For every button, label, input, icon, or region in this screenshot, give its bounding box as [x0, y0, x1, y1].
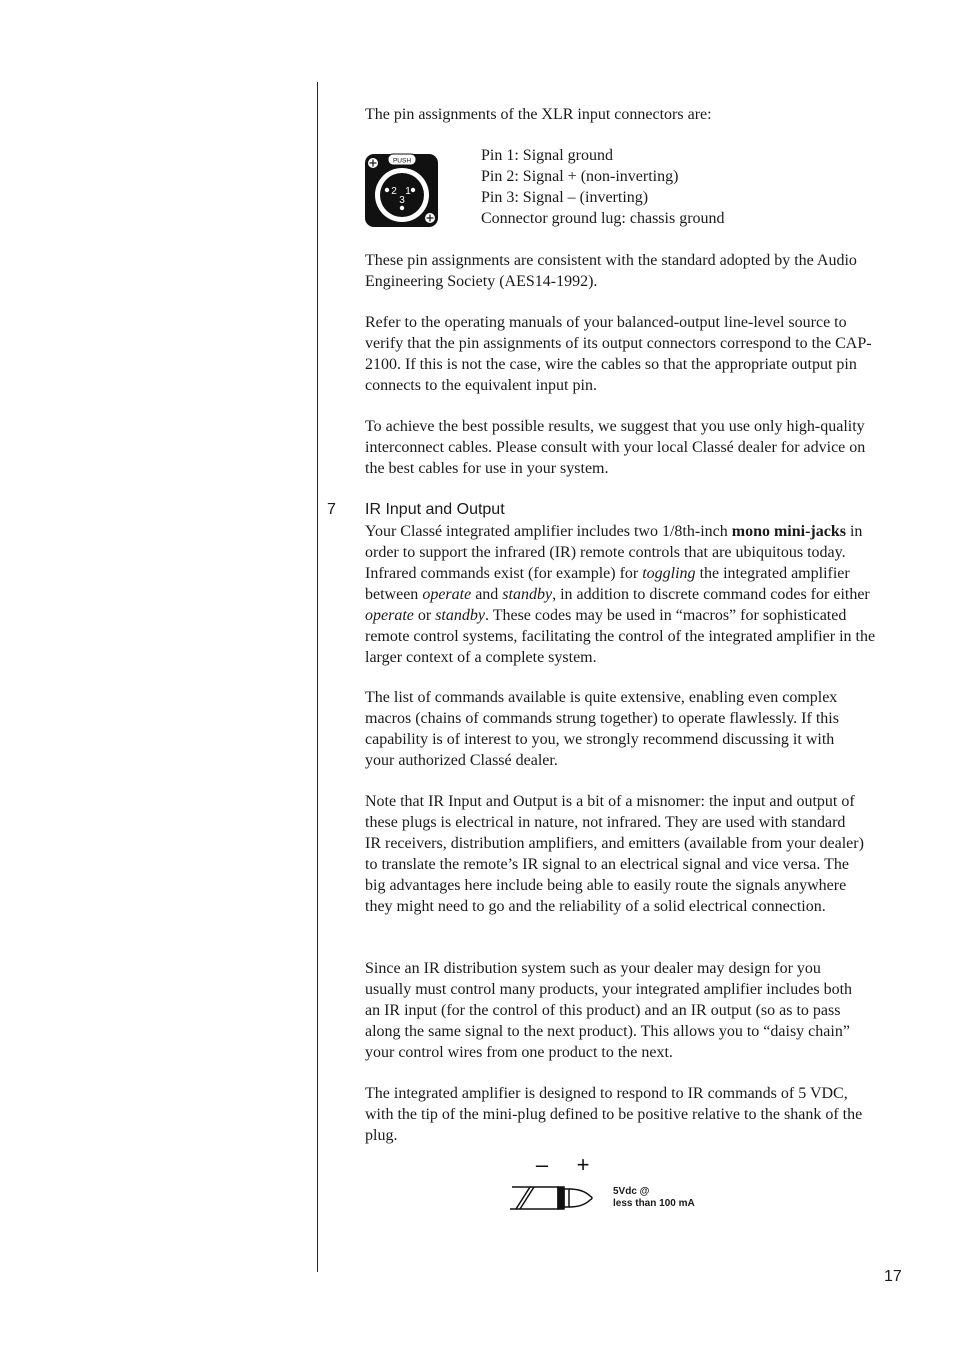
push-label: PUSH	[392, 157, 412, 165]
pin-dot	[400, 206, 404, 210]
minus-sign: –	[535, 1153, 549, 1177]
commands-paragraph: The list of commands available is quite extensive, enabling even complex macros (chains of commands strung together) to operate flawlessly. If this capability is of interest to you, we strongly recommend discussing it with your authorized Classé dealer.	[365, 689, 839, 769]
plus-sign: +	[576, 1153, 590, 1177]
page-number: 17	[884, 1268, 902, 1285]
list-item: Connector ground lug: chassis ground	[481, 210, 725, 227]
list-item: Pin 3: Signal – (inverting)	[481, 189, 649, 206]
voltage-label: 5Vdc @ less than 100 mA	[613, 1186, 695, 1209]
refer-paragraph: Refer to the operating manuals of your balanced-output line-level source to verify that the pin assignments of its output connectors correspond to the CAP-2100. If this is not the case, wire the cables so that the appropriate output pin connects to the equivalent input pin.	[365, 314, 872, 394]
pin-label: 1	[405, 186, 411, 197]
pin-dot	[385, 188, 389, 192]
mount-screw-icon	[425, 213, 435, 223]
mount-screw-icon	[368, 158, 378, 168]
section-heading: IR Input and Output	[365, 501, 505, 518]
daisy-chain-paragraph: Since an IR distribution system such as your dealer may design for you usually must control many products, your integrated amplifier includes both an IR input (for the control of this product) and an IR output (so as to pass along the same signal to the next product). This allows you to “daisy chain” your control wires from one product to the next.	[365, 960, 853, 1061]
aes-paragraph: These pin assignments are consistent with the standard adopted by the Audio Engineering Society (AES14-1992).	[365, 252, 857, 290]
intro-paragraph: The pin assignments of the XLR input connectors are:	[365, 106, 712, 123]
mini-plug-icon	[510, 1187, 592, 1209]
section-number: 7	[327, 501, 336, 518]
margin-rule	[317, 82, 318, 1272]
xlr-connector-diagram	[364, 153, 440, 229]
pin-dot	[411, 188, 415, 192]
ir-intro-paragraph: Your Classé integrated amplifier includes two 1/8th-inch mono mini-jacks in order to support the infrared (IR) remote controls that are ubiquitous today. Infrared commands exist (for example) for toggling the integrated amplifier between operate and standby, in addition to discrete command codes for either operate or standby. These codes may be used in “macros” for sophisticated remote control systems, facilitating the control of the integrated amplifier in the larger context of a complete system.	[365, 523, 876, 666]
list-item: Pin 2: Signal + (non-inverting)	[481, 168, 679, 185]
pin-assignment-list	[481, 145, 725, 229]
list-item: Pin 1: Signal ground	[481, 147, 614, 164]
pin-label: 3	[399, 195, 405, 206]
pin-label: 2	[391, 186, 397, 197]
best-results-paragraph: To achieve the best possible results, we suggest that you use only high-quality interconnect cables. Please consult with your local Classé dealer for advice on the best cables for use in your system.	[365, 418, 866, 477]
misnomer-paragraph: Note that IR Input and Output is a bit of a misnomer: the input and output of these plugs is electrical in nature, not infrared. They are used with standard IR receivers, distribution amplifiers, and emitters (available from your dealer) to translate the remote’s IR signal to an electrical signal and vice versa. The big advantages here include being able to easily route the signals anywhere they might need to go and the reliability of a solid electrical connection.	[365, 793, 864, 915]
bold-term: mono mini-jacks	[731, 523, 846, 540]
voltage-paragraph: The integrated amplifier is designed to respond to IR commands of 5 VDC, with the tip of the mini-plug defined to be positive relative to the shank of the plug.	[365, 1085, 863, 1144]
mini-plug-diagram	[508, 1153, 608, 1215]
